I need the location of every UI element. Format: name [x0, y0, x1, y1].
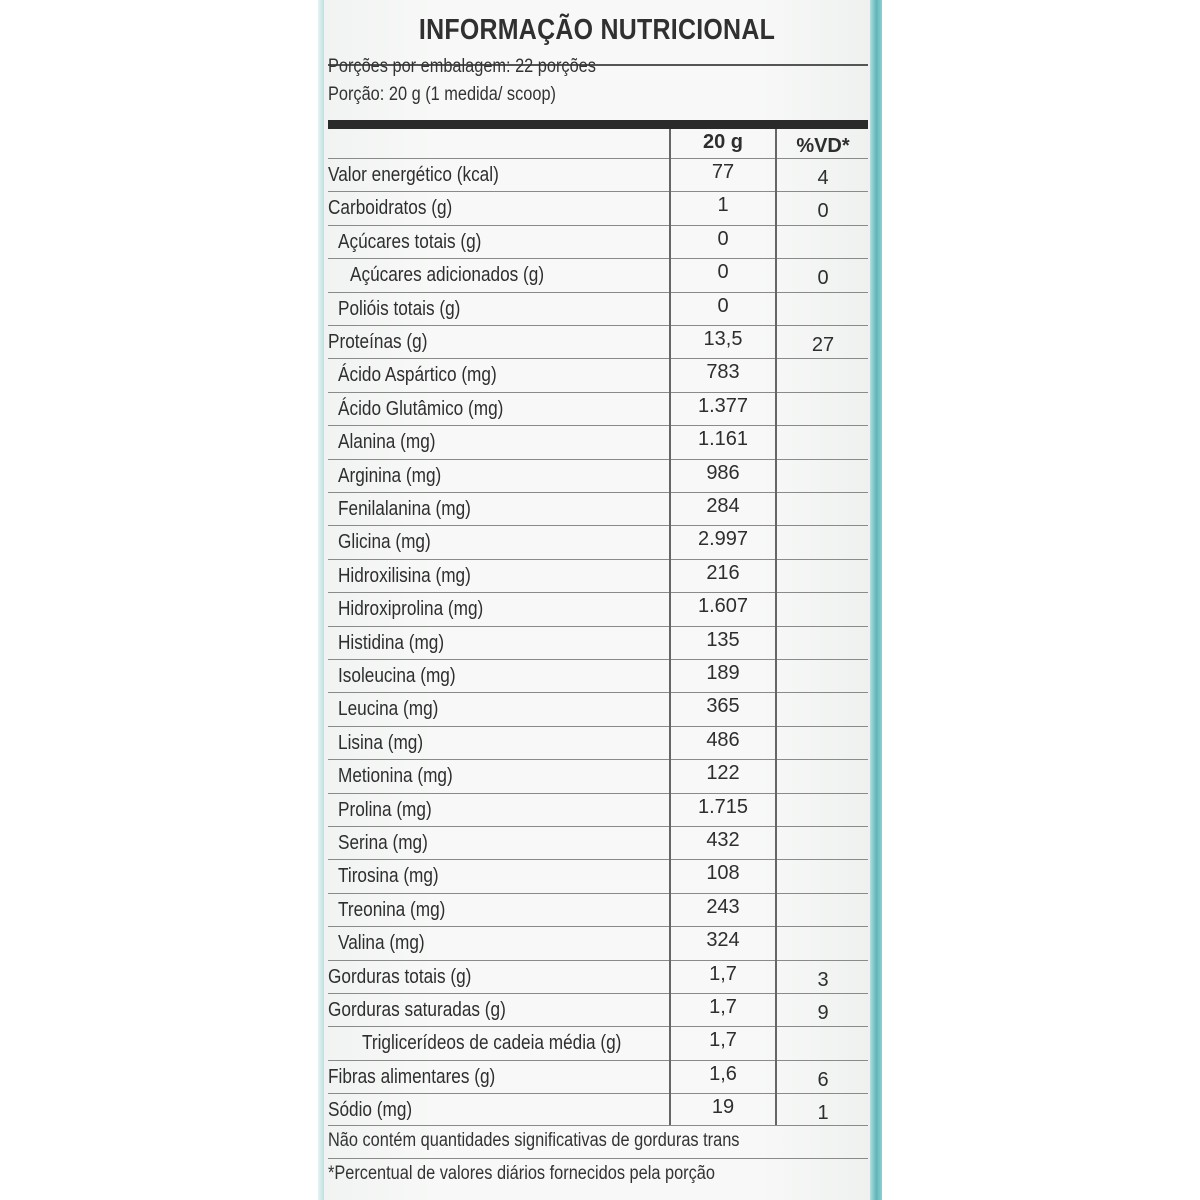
servings-per-package: Porções por embalagem: 22 porções — [328, 56, 596, 77]
nutrient-amount: 189 — [706, 662, 740, 684]
nutrient-daily-value — [776, 296, 870, 329]
nutrient-name: Tirosina (mg) — [338, 865, 439, 888]
nutrient-amount: 324 — [706, 929, 740, 952]
nutrient-amount: 284 — [706, 495, 740, 517]
nutrient-name: Lisina (mg) — [338, 731, 424, 754]
nutrient-amount: 1.377 — [697, 394, 749, 417]
nutrient-name: Ácido Aspártico (mg) — [338, 364, 497, 387]
nutrient-daily-value — [776, 763, 870, 796]
column-divider-amount — [669, 129, 671, 1125]
nutrient-amount: 1.607 — [697, 595, 749, 618]
footnote-daily-value: *Percentual de valores diários fornecidos pela porção — [328, 1163, 715, 1184]
nutrient-name: Alanina (mg) — [338, 431, 436, 454]
nutrient-name: Hidroxilisina (mg) — [338, 564, 471, 587]
nutrient-name: Gorduras saturadas (g) — [328, 999, 506, 1021]
nutrient-name: Glicina (mg) — [338, 531, 431, 554]
nutrient-name: Serina (mg) — [338, 832, 428, 854]
nutrient-amount: 1.161 — [697, 428, 749, 451]
nutrient-name: Leucina (mg) — [338, 698, 439, 721]
nutrient-daily-value — [776, 229, 870, 262]
nutrient-amount: 216 — [706, 561, 740, 584]
dv-column-header: %VD* — [796, 135, 850, 157]
nutrient-daily-value — [776, 362, 870, 395]
nutrient-daily-value — [776, 1030, 870, 1063]
nutrient-daily-value — [776, 696, 870, 729]
nutrient-amount: 486 — [706, 728, 740, 751]
column-divider-dv — [775, 129, 777, 1125]
nutrient-amount: 19 — [711, 1096, 735, 1119]
nutrient-amount: 1.715 — [697, 795, 749, 818]
nutrient-daily-value: 27 — [811, 334, 835, 356]
nutrient-daily-value — [776, 563, 870, 596]
nutrient-daily-value — [776, 396, 870, 429]
nutrient-name: Açúcares totais (g) — [338, 230, 482, 253]
footnote-divider — [328, 1125, 868, 1126]
nutrient-daily-value — [776, 596, 870, 629]
nutrient-daily-value — [776, 930, 870, 963]
nutrient-name: Arginina (mg) — [338, 464, 442, 487]
nutrient-name: Valina (mg) — [338, 932, 425, 955]
nutrient-amount: 986 — [706, 461, 740, 484]
nutrient-amount: 783 — [706, 361, 740, 384]
nutrition-label — [324, 0, 870, 1200]
nutrient-name: Triglicerídeos de cadeia média (g) — [362, 1032, 622, 1055]
nutrient-daily-value — [776, 897, 870, 930]
nutrient-daily-value — [776, 630, 870, 663]
nutrient-amount: 1 — [717, 194, 729, 217]
nutrient-daily-value — [776, 730, 870, 763]
nutrient-daily-value — [776, 863, 870, 896]
nutrient-amount: 432 — [706, 829, 740, 851]
nutrient-name: Histidina (mg) — [338, 631, 445, 654]
nutrient-daily-value — [776, 797, 870, 830]
amount-column-header: 20 g — [702, 131, 744, 153]
label-title: INFORMAÇÃO NUTRICIONAL — [418, 14, 776, 46]
nutrient-daily-value: 0 — [817, 267, 829, 290]
nutrient-daily-value: 6 — [817, 1068, 829, 1091]
nutrient-name: Isoleucina (mg) — [338, 665, 456, 687]
nutrient-daily-value: 3 — [817, 968, 829, 991]
nutrient-name: Fibras alimentares (g) — [328, 1065, 496, 1088]
nutrient-name: Sódio (mg) — [328, 1099, 413, 1122]
nutrient-name: Açúcares adicionados (g) — [350, 264, 545, 287]
package-edge-right — [868, 0, 882, 1200]
nutrient-daily-value — [776, 463, 870, 496]
nutrient-daily-value: 9 — [817, 1002, 829, 1024]
nutrient-daily-value — [776, 429, 870, 462]
nutrient-daily-value: 4 — [817, 167, 829, 189]
nutrient-amount: 122 — [706, 762, 740, 785]
nutrient-name: Prolina (mg) — [338, 798, 432, 821]
nutrient-name: Metionina (mg) — [338, 765, 453, 788]
nutrient-amount: 1,7 — [709, 996, 737, 1018]
footnote-trans-fat: Não contém quantidades significativas de gorduras trans — [328, 1130, 740, 1151]
nutrient-amount: 0 — [717, 294, 729, 317]
nutrient-daily-value: 0 — [817, 200, 829, 223]
nutrient-amount: 243 — [706, 895, 740, 918]
nutrient-name: Valor energético (kcal) — [328, 164, 499, 186]
footnote-divider-2 — [328, 1158, 868, 1159]
nutrient-name: Ácido Glutâmico (mg) — [338, 397, 504, 420]
nutrient-daily-value: 1 — [817, 1102, 829, 1125]
nutrient-amount: 77 — [711, 161, 735, 183]
nutrient-amount: 1,7 — [709, 1029, 737, 1052]
nutrient-name: Carboidratos (g) — [328, 197, 453, 220]
thick-divider — [328, 120, 868, 129]
nutrient-amount: 0 — [717, 227, 729, 250]
nutrient-amount: 13,5 — [703, 328, 743, 350]
nutrient-amount: 2.997 — [697, 528, 749, 551]
nutrient-name: Hidroxiprolina (mg) — [338, 598, 484, 621]
nutrient-daily-value — [776, 529, 870, 562]
nutrient-amount: 365 — [706, 695, 740, 718]
serving-size: Porção: 20 g (1 medida/ scoop) — [328, 84, 556, 105]
nutrient-daily-value — [776, 830, 870, 863]
nutrient-amount: 0 — [717, 261, 729, 284]
nutrient-name: Treonina (mg) — [338, 898, 446, 921]
nutrient-name: Proteínas (g) — [328, 331, 428, 353]
nutrient-daily-value — [776, 496, 870, 529]
nutrient-name: Polióis totais (g) — [338, 297, 461, 320]
nutrient-name: Fenilalanina (mg) — [338, 498, 471, 520]
nutrient-amount: 1,6 — [709, 1062, 737, 1085]
nutrient-amount: 1,7 — [709, 962, 737, 985]
nutrient-daily-value — [776, 663, 870, 696]
nutrient-amount: 135 — [706, 628, 740, 651]
nutrient-amount: 108 — [706, 862, 740, 885]
nutrient-name: Gorduras totais (g) — [328, 965, 472, 988]
